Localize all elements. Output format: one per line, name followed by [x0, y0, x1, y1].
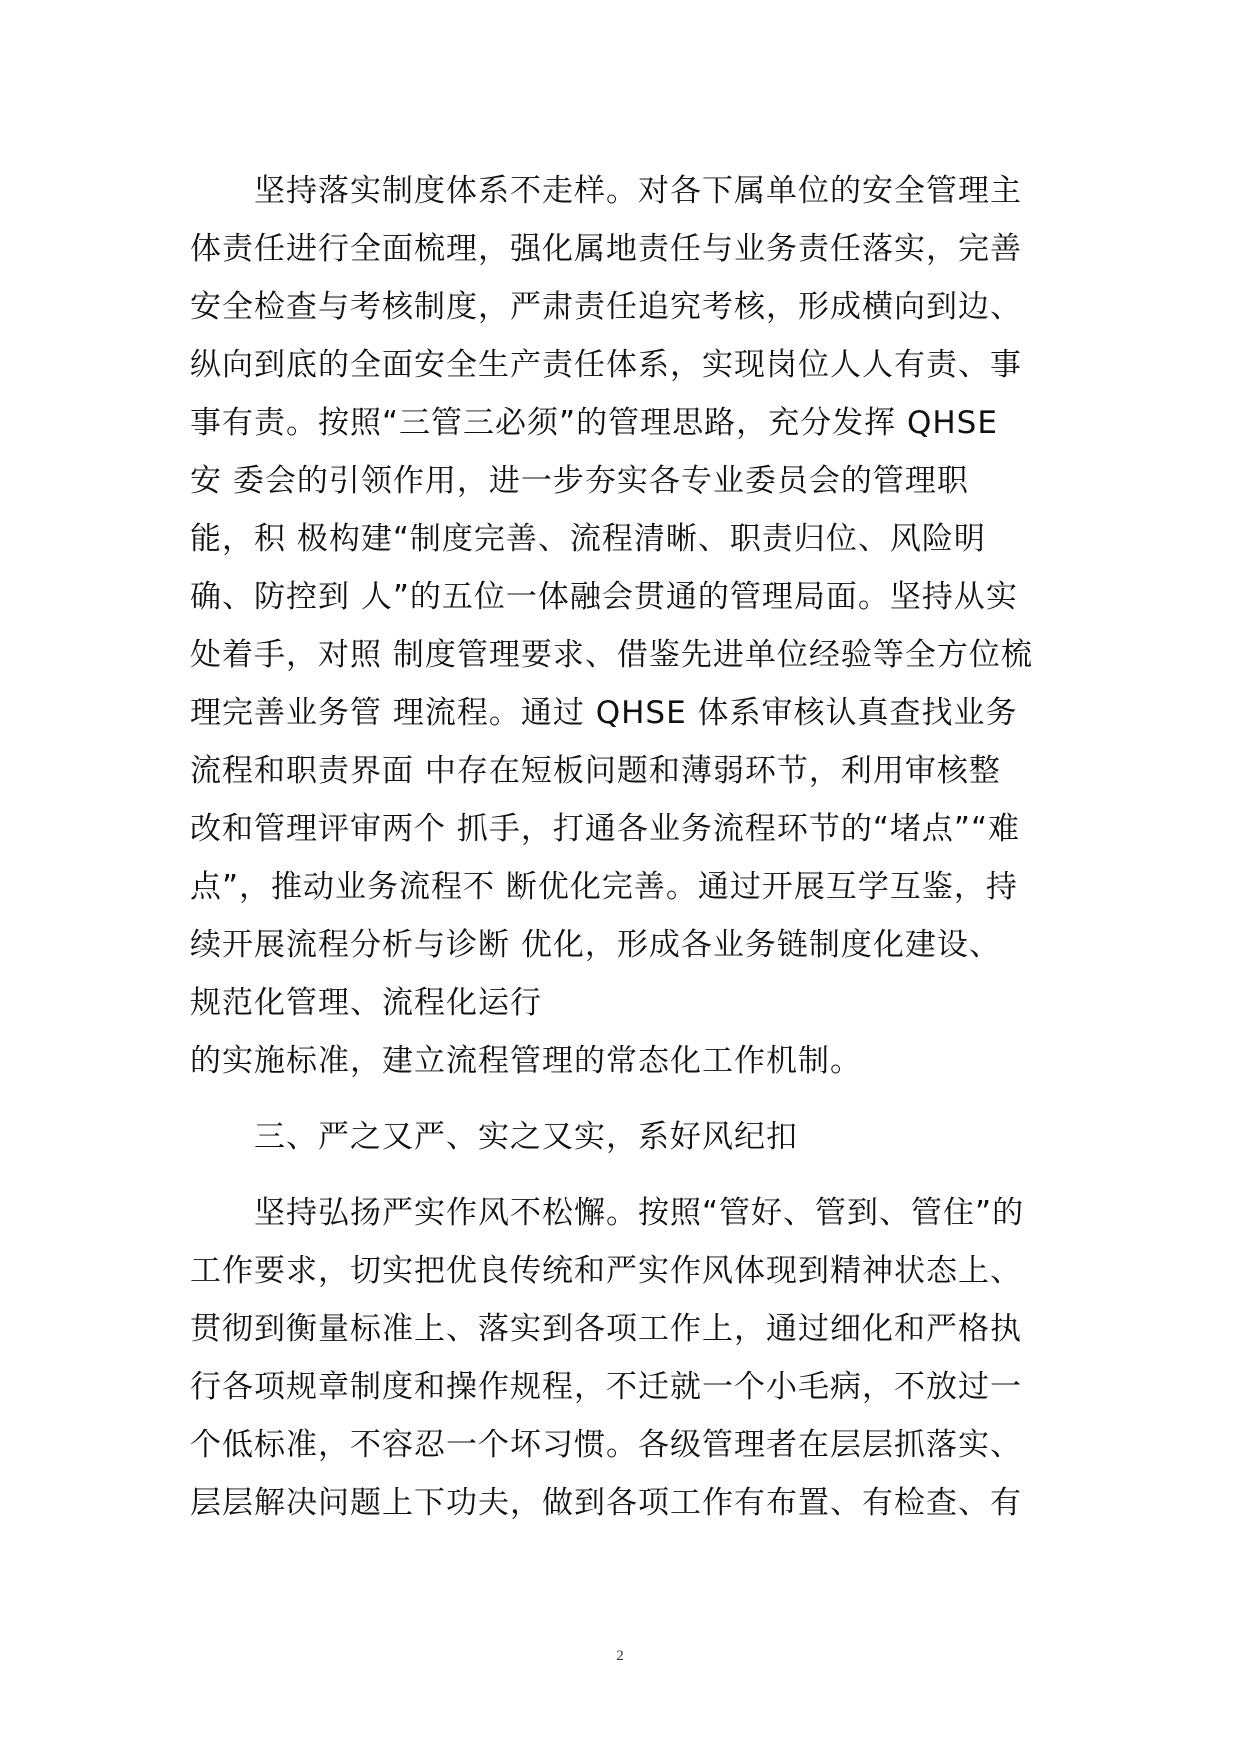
text-line: 坚持落实制度体系不走样。对各下属单位的安全管理主 [254, 173, 1022, 209]
text-line: 纵向到底的全面安全生产责任体系，实现岗位人人有责、事 [190, 347, 1022, 383]
text-line: 安 委会的引领作用，进一步夯实各专业委员会的管理职 [190, 463, 969, 499]
text-line: 的实施标准，建立流程管理的常态化工作机制。 [190, 1043, 862, 1079]
text-line: 工作要求，切实把优良传统和严实作风体现到精神状态上、 [190, 1253, 1022, 1289]
text-line: 个低标准，不容忍一个坏习惯。各级管理者在层层抓落实、 [190, 1427, 1022, 1463]
body-text [190, 162, 1070, 1532]
text-line: 确、防控到 人”的五位一体融会贯通的管理局面。坚持从实 [190, 579, 1018, 615]
text-line: 事有责。按照“三管三必须”的管理思路，充分发挥 QHSE [190, 405, 998, 441]
text-line: 点”，推动业务流程不 断优化完善。通过开展互学互鉴，持 [190, 869, 1018, 905]
text-line: 贯彻到衡量标准上、落实到各项工作上，通过细化和严格执 [190, 1311, 1022, 1347]
text-line: 理完善业务管 理流程。通过 QHSE 体系审核认真查找业务 [190, 695, 1018, 731]
text-line: 行各项规章制度和操作规程，不迁就一个小毛病，不放过一 [190, 1369, 1022, 1405]
text-line: 改和管理评审两个 抓手，打通各业务流程环节的“堵点”“难 [190, 811, 1021, 847]
text-line: 能，积 极构建“制度完善、流程清晰、职责归位、风险明 [190, 521, 986, 557]
text-line: 体责任进行全面梳理，强化属地责任与业务责任落实，完善 [190, 231, 1022, 267]
text-line: 坚持弘扬严实作风不松懈。按照“管好、管到、管住”的 [254, 1195, 1025, 1231]
text-line: 规范化管理、流程化运行 [190, 985, 542, 1021]
text-line: 流程和职责界面 中存在短板问题和薄弱环节，利用审核整 [190, 753, 1001, 789]
page-number: 2 [616, 1648, 624, 1664]
text-line: 层层解决问题上下功夫，做到各项工作有布置、有检查、有 [190, 1485, 1022, 1521]
paragraph-work-style [190, 1184, 1070, 1532]
section-heading: 三、严之又严、实之又实，系好风纪扣 [254, 1119, 798, 1155]
text-line: 处着手，对照 制度管理要求、借鉴先进单位经验等全方位梳 [190, 637, 1033, 673]
paragraph-responsibility-system [190, 162, 1070, 1090]
text-line: 续开展流程分析与诊断 优化，形成各业务链制度化建设、 [190, 927, 1001, 963]
text-line: 安全检查与考核制度，严肃责任追究考核，形成横向到边、 [190, 289, 1022, 325]
